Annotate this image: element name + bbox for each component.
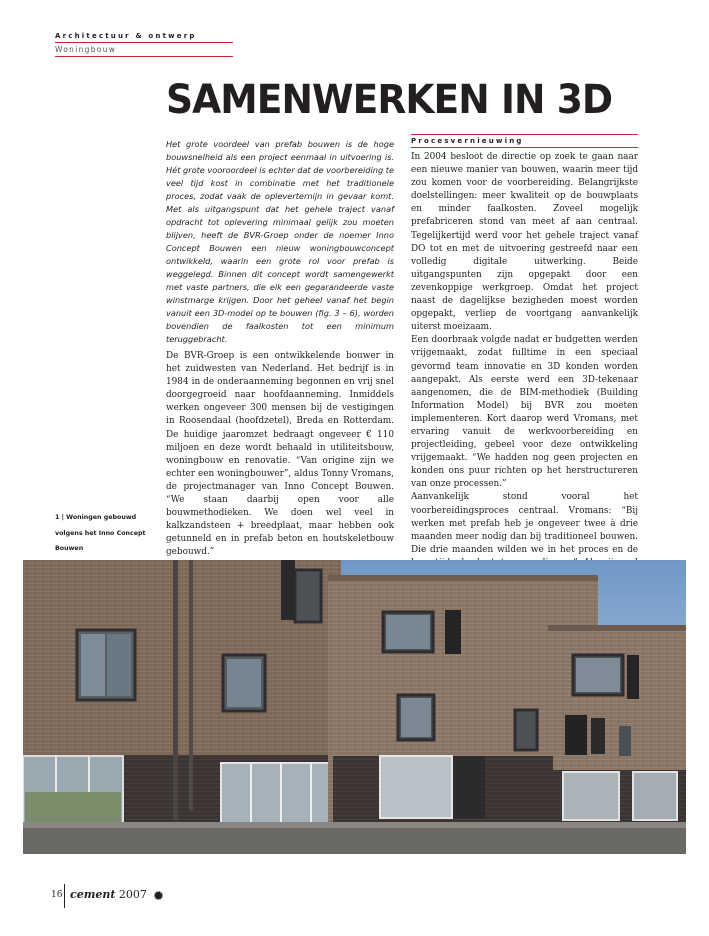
section-rule-bottom: [411, 147, 638, 148]
kicker-rule: [55, 42, 233, 43]
section-subkicker: Woningbouw: [55, 45, 117, 54]
page-number: 16: [51, 890, 63, 900]
article-title: SAMENWERKEN IN 3D: [166, 77, 613, 123]
magazine-footer: [70, 888, 163, 901]
magazine-name: cement: [70, 888, 116, 901]
magazine-logo-icon: [154, 891, 163, 900]
body-paragraph: In 2004 besloot de directie op zoek te gaan naar een nieuwe manier van bouwen, waarin meer tijd zou komen voor de voorbereiding. Belangrijkste doelstellingen: meer kwaliteit op de bouwplaats en minder faalkosten. Zoveel mogelijk prefabriceren stond van meet af aan centraal. Tegelijkertijd werd voor het gehele traject vanaf DO tot en met de uitvoering gestreefd naar een volledig digitale uitwerking. Beide uitgangspunten zijn opgepakt door een zevenkoppige werkgroep. Omdat het project naast de dagelijkse bezigheden moest worden opgepakt, verliep de voortgang aanvankelijk uiterst moeizaam.: [411, 152, 638, 333]
section-rule-top: [411, 134, 638, 135]
magazine-year: 2007: [118, 888, 147, 901]
caption-marker: 1: [55, 514, 60, 521]
subkicker-rule: [55, 56, 233, 57]
article-intro: Het grote voordeel van prefab bouwen is de hoge bouwsnelheid als een project eenmaal in uitvoering is. Hét grote vooroordeel is echter dat de voorbereiding te veel tijd kost in combinatie met het traditionele proces, zodat vaak de opleverternijn in gevaar komt. Met als uitgangspunt dat het gehele traject vanaf opdracht tot oplevering minimaal gelijk zou moeten blijven, heeft de BVR-Groep onder de noemer Inno Concept Bouwen een nieuw woningbouwconcept ontwikkeld, waarin een grote rol voor prefab is weggelegd. Binnen dit concept wordt samengewerkt met vaste partners, die elk een gegarandeerde vaste winstmarge krijgen. Door het geheel vanaf het begin vanuit een 3D-model op te bouwen (fig. 3 – 6), worden bovendien de faalkosten tot een minimum teruggebracht.: [166, 139, 394, 344]
footer-divider: [64, 884, 65, 908]
figure-caption: [55, 510, 159, 557]
caption-text: Woningen gebouwd volgens het Inno Concept Bouwen: [55, 514, 146, 552]
body-paragraph: Aanvankelijk stond vooral het voorbereidingsproces centraal. Vromans: “Bij werken met prefab heb je ongeveer twee à drie maanden meer nodig dan bij traditioneel bouwen. Die drie maanden wilden we in het proces en de: [411, 492, 638, 555]
body-column-2: [411, 151, 638, 583]
body-column-1: De BVR-Groep is een ontwikkelende bouwer in het zuidwesten van Nederland. Het bedrijf is in 1984 in de onderaanneming begonnen en vrij snel doorgegroeid naar hoofdaanneming. Inmiddels werken ongeveer 300 mensen bij de vestigingen in Roosendaal (hoofdzetel), Breda en Rotterdam. De huidige jaaromzet bedraagt ongeveer € 110 miljoen en deze wordt behaald in utiliteitsbouw, woningbouw en renovatie. “Van origine zijn we echter een woningbouwer”, aldus Tonny Vromans, de projectmanager van Inno Concept Bouwen. “We staan daarbij open voor alle bouwmethodieken. We doen wel veel in kalkzandsteen + breedplaat, maar hebben ook getunneld en in prefab beton en houtskeletbouw gebouwd.”: [166, 351, 394, 558]
body-paragraph: Een doorbraak volgde nadat er budgetten werden vrijgemaakt, zodat fulltime in een speciaal gevormd team innovatie en 3D konden worden aangepakt. Als eerste werd een 3D-tekenaar aangenomen, die de BIM-methodiek (Building Information Model) bij BVR zou moeten implementeren. Kort daarop werd Vromans, met ervaring vanuit de werkvoorbereiding en projectleiding, gebeel voor deze ontwikkeling vrijgemaakt. “We hadden nog geen projecten en konden ons puur richten op het herstructureren van onze processen.”: [411, 335, 638, 490]
section-kicker: Architectuur & ontwerp: [55, 32, 197, 40]
housing-photo: [23, 560, 686, 854]
section-heading: Procesvernieuwing: [411, 137, 524, 145]
caption-divider: |: [61, 514, 67, 521]
